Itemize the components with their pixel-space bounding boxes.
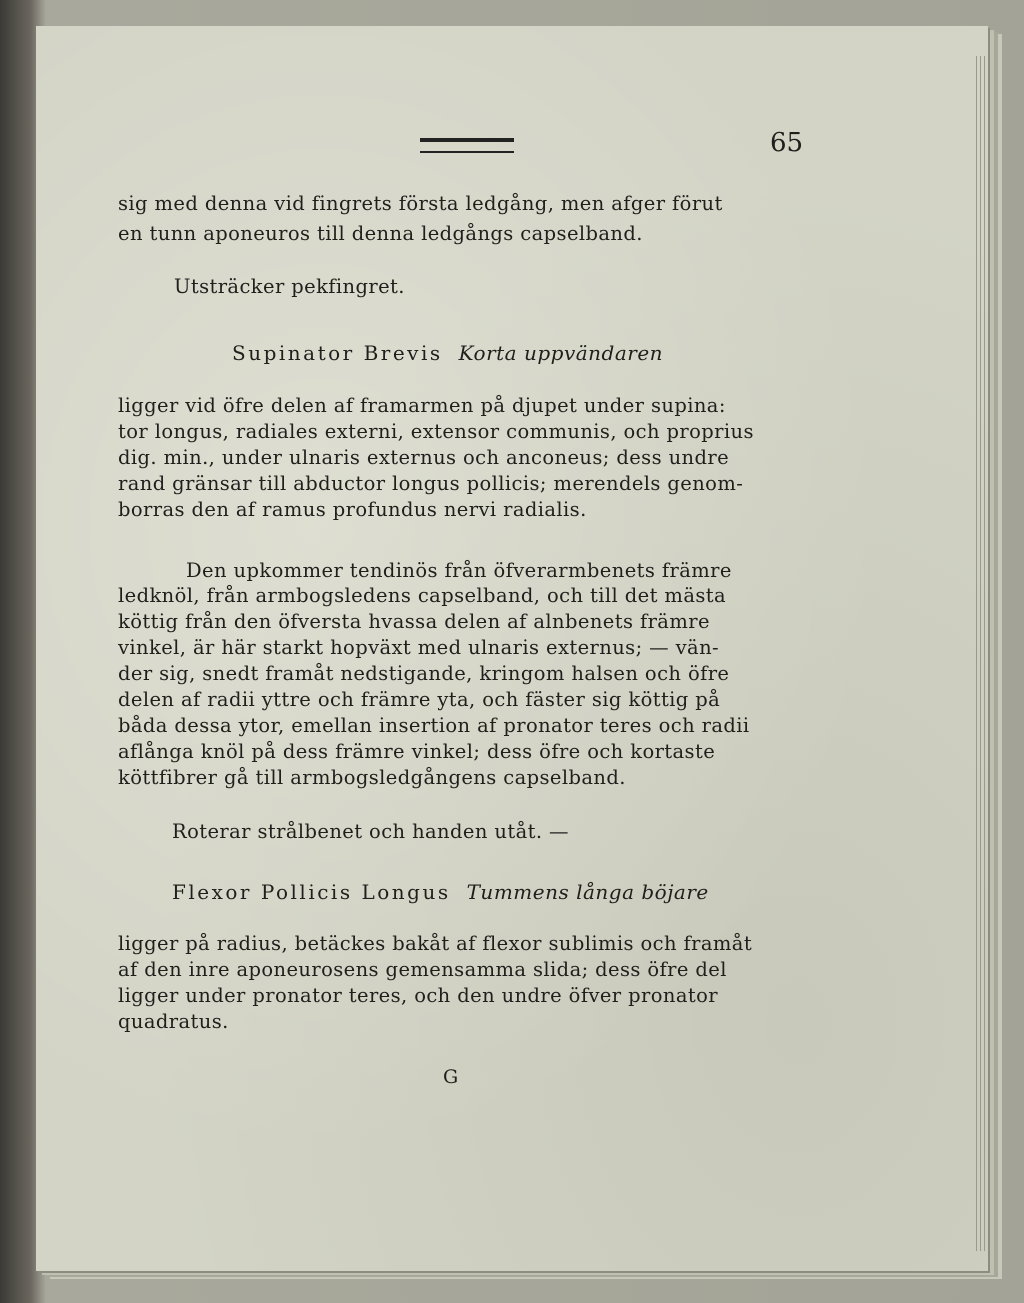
text-line: sig med denna vid fingrets första ledgång, men afger förut [118,192,723,215]
text-line: der sig, snedt framåt nedstigande, kringom halsen och öfre [118,662,730,685]
text-line: ledknöl, från armbogsledens capselband, och till det mästa [118,584,727,607]
heading-latin: Supinator Brevis [232,341,443,365]
heading-latin: Flexor Pollicis Longus [172,880,451,904]
text-line: vinkel, är här starkt hopväxt med ulnaris externus; — vän- [118,636,720,659]
page-number: 65 [770,128,804,158]
section-heading [172,880,709,904]
header-rule [420,138,514,153]
page-edge-line [976,56,977,1251]
text-line: Den upkommer tendinös från öfverarmbenets främre [186,559,732,582]
section-heading [232,341,663,365]
text-line: quadratus. [118,1010,229,1033]
text-line: borras den af ramus profundus nervi radialis. [118,498,587,521]
heading-swedish: Tummens långa böjare [466,880,709,904]
text-line: ligger vid öfre delen af framarmen på djupet under supina: [118,394,726,417]
text-line: aflånga knöl på dess främre vinkel; dess öfre och kortaste [118,740,716,763]
text-line: Utsträcker pekfingret. [174,275,405,298]
text-line: af den inre aponeurosens gemensamma slida; dess öfre del [118,958,727,981]
heading-swedish: Korta uppvändaren [458,341,664,365]
text-line: köttfibrer gå till armbogsledgångens capselband. [118,766,626,789]
text-line: båda dessa ytor, emellan insertion af pronator teres och radii [118,714,750,737]
signature-mark: G [443,1066,459,1088]
text-line: ligger på radius, betäckes bakåt af flexor sublimis och framåt [118,932,753,955]
page-edge-line [984,56,985,1251]
text-line: Roterar strålbenet och handen utåt. — [172,820,569,843]
text-line: rand gränsar till abductor longus pollicis; merendels genom- [118,472,744,495]
text-line: köttig från den öfversta hvassa delen af alnbenets främre [118,610,710,633]
text-line: tor longus, radiales externi, extensor communis, och proprius [118,420,754,443]
page-edge-line [980,56,981,1251]
text-line: dig. min., under ulnaris externus och anconeus; dess undre [118,446,730,469]
text-line: delen af radii yttre och främre yta, och fäster sig köttig på [118,688,721,711]
text-line: en tunn aponeuros till denna ledgångs capselband. [118,222,643,245]
text-line: ligger under pronator teres, och den undre öfver pronator [118,984,718,1007]
